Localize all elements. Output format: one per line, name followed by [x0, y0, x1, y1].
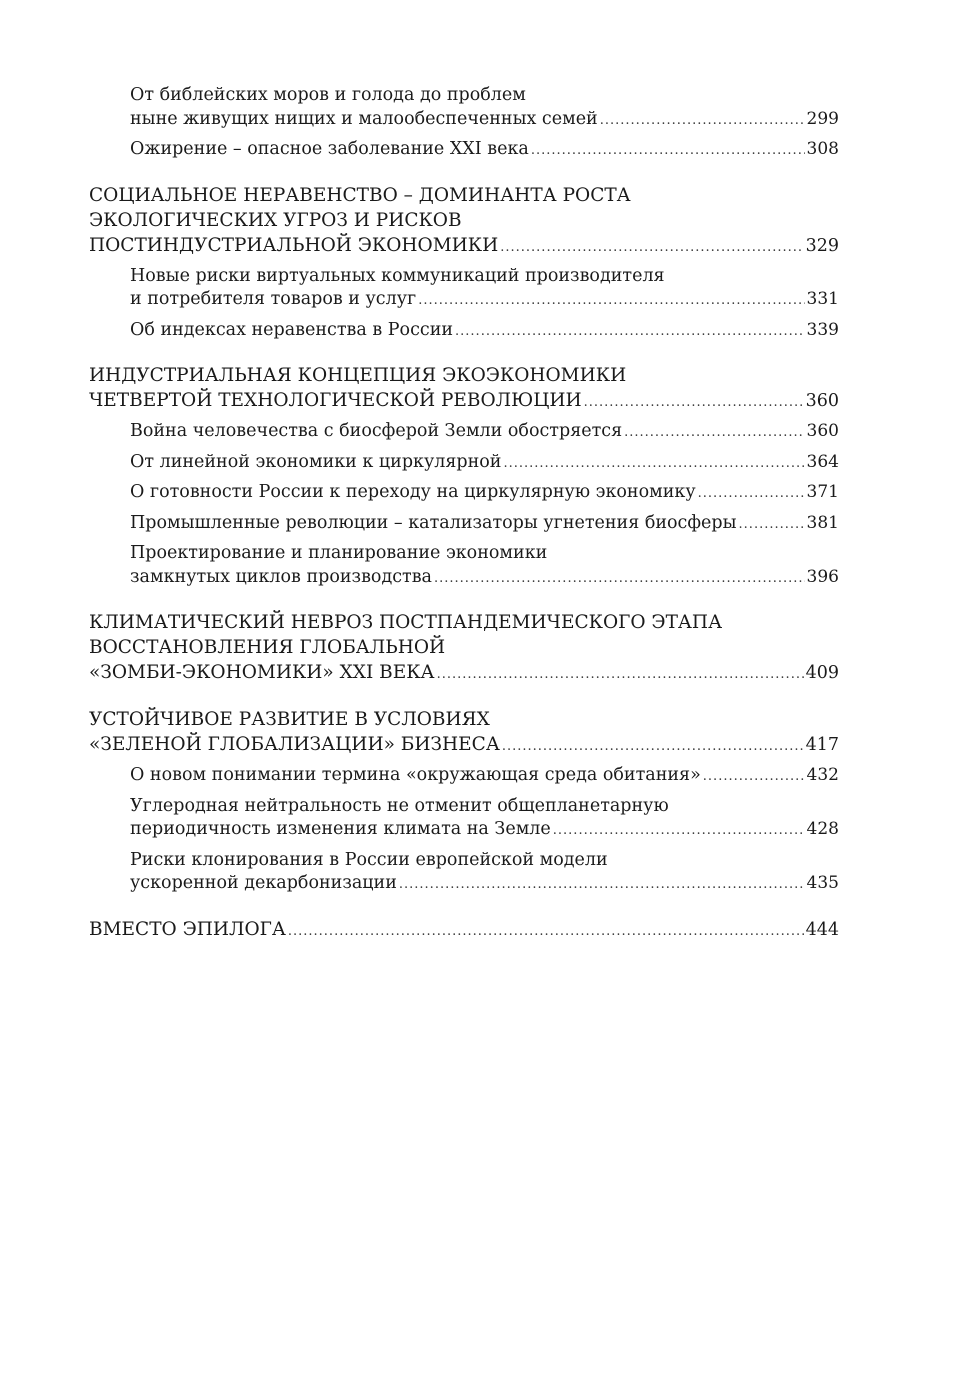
toc-entry-row [130, 288, 839, 313]
toc-entry-title-line: От линейной экономики к циркулярной [130, 451, 502, 472]
dot-leader [288, 919, 804, 944]
toc-section [89, 512, 839, 537]
dot-leader [437, 662, 804, 687]
toc-entry-row [89, 233, 839, 260]
toc-entry-row [130, 512, 839, 537]
dot-leader [502, 734, 804, 759]
toc-entry-title-line: ныне живущих нищих и малообеспеченных семей [130, 108, 598, 129]
toc-section [89, 542, 839, 590]
toc-section [89, 764, 839, 789]
toc-entry-title-line: ВОССТАНОВЛЕНИЯ ГЛОБАЛЬНОЙ [89, 637, 446, 658]
toc-page-number: 329 [805, 235, 839, 256]
toc-entry-row [89, 732, 839, 759]
toc-entry-row [130, 481, 839, 506]
dot-leader [531, 139, 805, 163]
toc-page-number: 381 [806, 512, 839, 533]
dot-leader [418, 289, 804, 313]
toc-entry-title-line: замкнутых циклов производства [130, 566, 432, 587]
toc-entry-title-line: и потребителя товаров и услуг [130, 289, 417, 309]
toc-chapter [89, 183, 839, 260]
dot-leader [703, 765, 805, 789]
toc-page-number: 360 [805, 391, 839, 411]
toc-entry-title-line: О новом понимании термина «окружающая среда обитания» [130, 765, 701, 785]
toc-page-number: 409 [805, 663, 839, 683]
toc-chapter [89, 707, 839, 759]
toc-page-number: 360 [806, 421, 839, 441]
dot-leader [624, 421, 804, 445]
toc-entry-title-line: «ЗЕЛЕНОЙ ГЛОБАЛИЗАЦИИ» БИЗНЕСА [89, 734, 500, 755]
toc-entry-title-line: От библейских моров и голода до проблем [130, 85, 526, 105]
toc-page-number: 331 [806, 289, 839, 309]
toc-entry-row [130, 818, 839, 843]
dot-leader [503, 452, 804, 476]
toc-entry-row [130, 319, 839, 344]
toc-page-number: 308 [806, 139, 839, 159]
toc-entry-row [89, 660, 839, 687]
dot-leader [698, 482, 805, 506]
toc-page-number: 444 [805, 919, 839, 940]
toc-entry-title-line: О готовности России к переходу на циркулярную экономику [130, 482, 696, 502]
toc-chapter [89, 917, 839, 944]
toc-section [89, 84, 839, 132]
toc-page-number: 432 [806, 765, 839, 785]
toc-entry-title-line: УСТОЙЧИВОЕ РАЗВИТИЕ В УСЛОВИЯХ [89, 709, 490, 730]
toc-entry-title-line: ускоренной декарбонизации [130, 873, 397, 893]
dot-leader [500, 235, 803, 260]
dot-leader [553, 819, 805, 843]
toc-page-number: 428 [806, 819, 839, 839]
toc-entry-title-line: Углеродная нейтральность не отменит общепланетарную [130, 795, 669, 816]
dot-leader [455, 320, 805, 344]
toc-page-number: 435 [806, 873, 839, 893]
toc-entry-title-line: Новые риски виртуальных коммуникаций производителя [130, 265, 665, 286]
toc-page-number: 396 [806, 566, 839, 587]
toc-section [89, 481, 839, 506]
dot-leader [584, 390, 804, 415]
toc-entry-title-line: ПОСТИНДУСТРИАЛЬНОЙ ЭКОНОМИКИ [89, 234, 499, 256]
toc-entry-title-line: Об индексах неравенства в России [130, 319, 454, 340]
toc-entry-row [89, 917, 839, 944]
table-of-contents [89, 84, 839, 949]
toc-entry-row [130, 872, 839, 897]
toc-chapter [89, 363, 839, 415]
toc-entry-row [130, 138, 839, 163]
toc-page-number: 339 [806, 319, 839, 340]
toc-entry-row [130, 108, 839, 133]
dot-leader [399, 873, 805, 897]
toc-entry-title-line: СОЦИАЛЬНОЕ НЕРАВЕНСТВО – ДОМИНАНТА РОСТА [89, 184, 631, 206]
dot-leader [739, 513, 805, 537]
toc-entry-title-line: ЧЕТВЕРТОЙ ТЕХНОЛОГИЧЕСКОЙ РЕВОЛЮЦИИ [89, 390, 582, 411]
toc-entry-title-line: «ЗОМБИ-ЭКОНОМИКИ» XXI ВЕКА [89, 662, 435, 683]
toc-entry-row [130, 566, 839, 591]
toc-entry-row [130, 764, 839, 789]
toc-entry-title-line: Риски клонирования в России европейской модели [130, 849, 608, 870]
toc-entry-title-line: Проектирование и планирование экономики [130, 543, 548, 563]
toc-section [89, 795, 839, 843]
toc-section [89, 849, 839, 897]
toc-entry-title-line: Ожирение – опасное заболевание XXI века [130, 139, 529, 159]
toc-entry-title-line: ЭКОЛОГИЧЕСКИХ УГРОЗ И РИСКОВ [89, 209, 462, 231]
dot-leader [434, 567, 805, 591]
toc-entry-row [130, 420, 839, 445]
dot-leader [600, 109, 805, 133]
toc-section [89, 420, 839, 445]
toc-page-number: 417 [805, 735, 839, 755]
toc-entry-title-line: ВМЕСТО ЭПИЛОГА [89, 918, 286, 940]
toc-entry-row [89, 388, 839, 415]
toc-entry-title-line: Промышленные революции – катализаторы угнетения биосферы [130, 512, 737, 533]
toc-chapter [89, 610, 839, 687]
toc-entry-title-line: периодичность изменения климата на Земле [130, 819, 551, 839]
toc-page-number: 364 [806, 451, 839, 472]
toc-section [89, 451, 839, 476]
toc-section [89, 319, 839, 344]
toc-entry-title-line: ИНДУСТРИАЛЬНАЯ КОНЦЕПЦИЯ ЭКОЭКОНОМИКИ [89, 365, 627, 386]
toc-entry-title-line: Война человечества с биосферой Земли обостряется [130, 421, 623, 441]
toc-entry-row [130, 451, 839, 476]
toc-page-number: 299 [806, 108, 839, 129]
toc-page-number: 371 [806, 482, 839, 502]
toc-section [89, 265, 839, 313]
toc-section [89, 138, 839, 163]
toc-entry-title-line: КЛИМАТИЧЕСКИЙ НЕВРОЗ ПОСТПАНДЕМИЧЕСКОГО ЭТАПА [89, 612, 723, 633]
